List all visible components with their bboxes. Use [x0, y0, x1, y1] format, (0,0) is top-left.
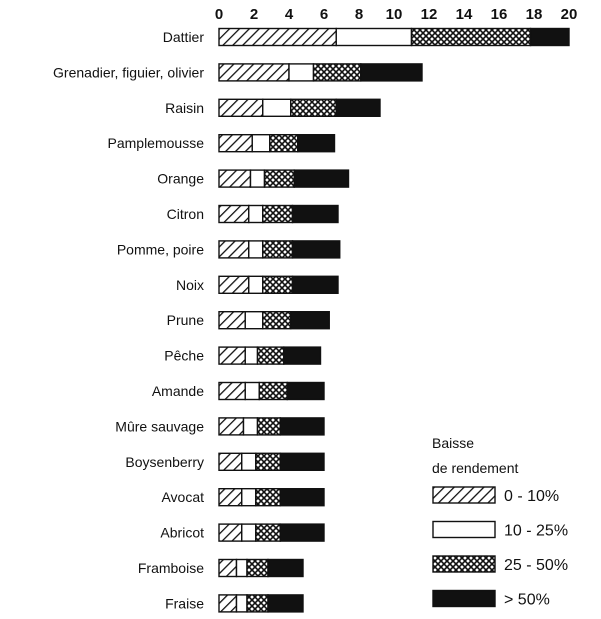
category-label: Grenadier, figuier, olivier: [53, 64, 204, 81]
bar-segment: [289, 64, 314, 81]
bar-segment: [219, 524, 242, 541]
category-label: Boysenberry: [125, 453, 204, 470]
category-label: Fraise: [165, 595, 204, 612]
x-tick-label: 20: [560, 6, 578, 23]
bar-segment: [293, 241, 340, 258]
bar-segment: [263, 206, 293, 223]
category-label: Pamplemousse: [107, 135, 204, 152]
bar-segment: [219, 418, 244, 435]
bar-segment: [245, 312, 263, 329]
bar-segment: [293, 206, 339, 223]
x-tick-label: 14: [455, 6, 473, 23]
legend-swatch: [433, 522, 495, 538]
category-label: Dattier: [162, 29, 204, 45]
bar-segment: [237, 560, 248, 577]
bar-segment: [242, 524, 256, 541]
bar-segment: [263, 241, 293, 258]
bar-segment: [284, 347, 321, 364]
legend-label: 10 - 25%: [504, 522, 569, 540]
bar-segment: [219, 595, 237, 612]
bar-segment: [258, 418, 281, 435]
bar-segment: [336, 29, 411, 46]
bar-segment: [219, 29, 336, 46]
bar-segment: [219, 241, 249, 258]
legend-title-line1: Baisse: [432, 435, 475, 451]
bar-segment: [219, 135, 252, 152]
legend-swatch: [433, 487, 495, 503]
legend-label: 0 - 10%: [504, 488, 560, 505]
bar-segment: [244, 418, 258, 435]
category-label: Pêche: [164, 347, 204, 364]
bar-segment: [249, 241, 263, 258]
category-label: Abricot: [160, 524, 204, 541]
bar-segment: [219, 64, 289, 81]
bar-segment: [247, 560, 268, 577]
category-label: Framboise: [137, 560, 204, 576]
bar-segment: [291, 312, 330, 329]
bar-segment: [237, 595, 248, 612]
bar-segment: [252, 135, 270, 152]
bar-segment: [219, 489, 242, 506]
bar-segment: [259, 383, 287, 400]
category-label: Raisin: [165, 99, 204, 116]
x-tick-label: 10: [385, 6, 403, 23]
category-label: Mûre sauvage: [115, 418, 204, 435]
bar-segment: [219, 170, 251, 187]
bar-segment: [242, 453, 256, 470]
bar-segment: [314, 64, 361, 81]
bar-segment: [280, 418, 324, 435]
category-label: Citron: [166, 206, 204, 222]
bar-segment: [242, 489, 256, 506]
bar-segment: [263, 312, 291, 329]
bar-segment: [219, 453, 242, 470]
bar-segment: [280, 524, 324, 541]
x-tick-label: 8: [354, 6, 364, 23]
legend-label: > 50%: [504, 591, 550, 609]
x-tick-label: 0: [214, 6, 224, 23]
legend-swatch: [433, 591, 495, 607]
bar-segment: [270, 135, 298, 152]
legend-swatch: [433, 556, 495, 572]
legend-label: 25 - 50%: [504, 557, 569, 574]
x-tick-label: 18: [525, 6, 543, 23]
bar-segment: [219, 347, 245, 364]
bar-segment: [263, 276, 293, 293]
category-label: Noix: [175, 276, 204, 293]
bar-segment: [256, 453, 281, 470]
category-label: Amande: [151, 383, 204, 399]
bar-segment: [219, 560, 237, 577]
category-label: Avocat: [161, 489, 204, 506]
bar-segment: [219, 206, 249, 223]
bar-segment: [256, 524, 281, 541]
bar-segment: [293, 276, 339, 293]
bar-segment: [249, 206, 263, 223]
bar-segment: [263, 99, 291, 116]
bar-segment: [531, 29, 570, 46]
x-tick-label: 12: [420, 6, 438, 23]
bar-segment: [245, 383, 259, 400]
bar-segment: [294, 170, 348, 187]
legend-title-line2: de rendement: [432, 460, 519, 476]
category-label: Prune: [166, 312, 204, 329]
bar-segment: [291, 99, 337, 116]
bar-segment: [251, 170, 265, 187]
bar-segment: [219, 276, 249, 293]
bar-segment: [412, 29, 531, 46]
bar-segment: [336, 99, 380, 116]
bar-segment: [258, 347, 284, 364]
x-tick-label: 4: [284, 6, 294, 23]
bar-segment: [287, 383, 324, 400]
bar-segment: [249, 276, 263, 293]
bar-segment: [247, 595, 268, 612]
bar-segment: [265, 170, 295, 187]
bar-segment: [219, 312, 245, 329]
bar-segment: [280, 453, 324, 470]
x-tick-label: 16: [490, 6, 508, 23]
legend: [432, 435, 568, 609]
category-label: Pomme, poire: [116, 241, 204, 258]
x-axis: [215, 6, 578, 23]
x-tick-label: 2: [249, 6, 259, 23]
category-labels: [53, 29, 204, 611]
bar-segment: [245, 347, 257, 364]
bar-segment: [268, 595, 303, 612]
bar-segment: [219, 383, 245, 400]
bar-segment: [361, 64, 422, 81]
bar-segment: [256, 489, 281, 506]
bar-segment: [298, 135, 335, 152]
bar-segment: [219, 99, 263, 116]
category-label: Orange: [157, 170, 204, 187]
bar-segment: [280, 489, 324, 506]
bar-segment: [268, 560, 303, 577]
x-tick-label: 6: [319, 6, 329, 23]
